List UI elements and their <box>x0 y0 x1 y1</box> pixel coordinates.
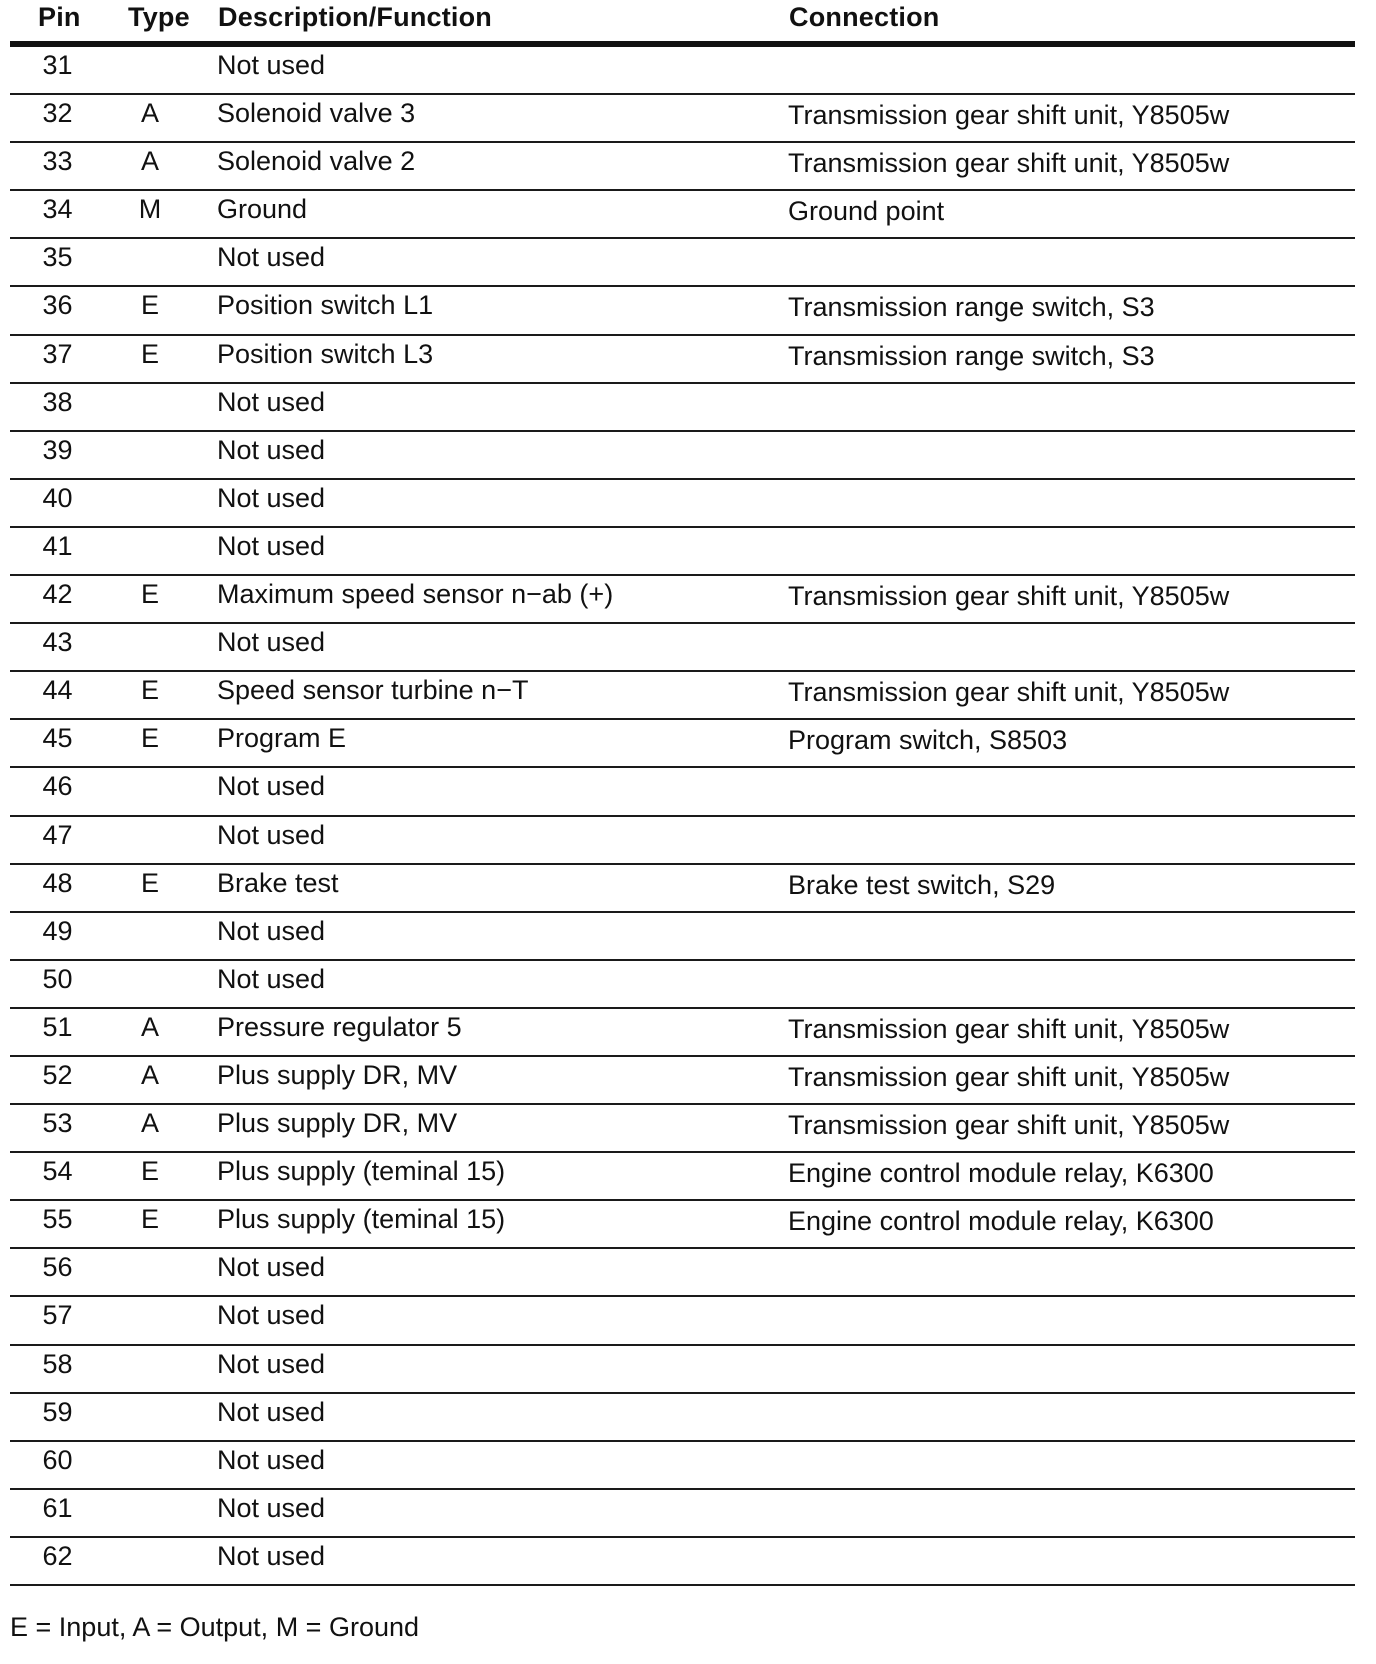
table-row <box>10 480 1355 528</box>
pin-cell: 35 <box>42 242 73 273</box>
description-cell: Not used <box>217 50 326 80</box>
table-row <box>10 672 1355 720</box>
description-cell: Brake test <box>217 867 339 898</box>
description-cell: Not used <box>217 1444 326 1475</box>
description-cell: Plus supply (teminal 15) <box>217 1156 506 1187</box>
type-cell: E <box>140 867 159 898</box>
description-cell: Plus supply DR, MV <box>217 1108 458 1139</box>
table-row <box>10 336 1355 384</box>
description-cell: Not used <box>217 1492 326 1523</box>
type-cell: E <box>140 1204 159 1235</box>
table-row <box>10 865 1355 913</box>
description-cell: Plus supply (teminal 15) <box>217 1204 506 1235</box>
connection-cell: Transmission gear shift unit, Y8505w <box>788 1110 1230 1141</box>
connection-cell: Brake test switch, S29 <box>788 869 1056 900</box>
table-row <box>10 1442 1355 1490</box>
connection-cell: Ground point <box>788 196 945 227</box>
legend-footnote: E = Input, A = Output, M = Ground <box>10 1612 420 1642</box>
type-cell: A <box>140 1059 159 1090</box>
pin-cell: 36 <box>42 290 73 321</box>
type-cell: M <box>138 194 162 225</box>
description-cell: Not used <box>217 1540 326 1571</box>
pin-cell: 59 <box>42 1396 73 1427</box>
pin-cell: 46 <box>42 771 73 802</box>
header-description: Description/Function <box>218 2 492 32</box>
table-row <box>10 1394 1355 1442</box>
pin-cell: 60 <box>42 1444 73 1475</box>
table-row <box>10 624 1355 672</box>
description-cell: Position switch L1 <box>217 290 434 321</box>
description-cell: Solenoid valve 2 <box>217 146 416 177</box>
pin-cell: 51 <box>42 1011 73 1042</box>
pin-cell: 37 <box>42 338 73 369</box>
type-cell: E <box>140 290 159 321</box>
pin-cell: 55 <box>42 1204 73 1235</box>
table-row <box>10 432 1355 480</box>
table-row <box>10 528 1355 576</box>
description-cell: Not used <box>217 434 326 465</box>
table-row <box>10 143 1355 191</box>
type-cell: A <box>140 146 159 177</box>
pin-cell: 54 <box>42 1156 73 1187</box>
description-cell: Plus supply DR, MV <box>217 1059 458 1090</box>
description-cell: Maximum speed sensor n−ab (+) <box>217 579 614 610</box>
pin-cell: 41 <box>42 530 73 561</box>
description-cell: Not used <box>217 530 326 561</box>
pin-cell: 32 <box>42 98 73 129</box>
description-cell: Not used <box>217 1396 326 1427</box>
table-row <box>10 961 1355 1009</box>
table-row <box>10 287 1355 335</box>
table-body <box>10 47 1355 1586</box>
pin-cell: 56 <box>42 1252 73 1283</box>
table-row <box>10 1153 1355 1201</box>
table-row <box>10 1490 1355 1538</box>
table-row <box>10 95 1355 143</box>
description-cell: Solenoid valve 3 <box>217 98 416 129</box>
description-cell: Not used <box>217 819 326 850</box>
connection-cell: Engine control module relay, K6300 <box>788 1158 1214 1189</box>
pin-cell: 53 <box>42 1108 73 1139</box>
table-row <box>10 913 1355 961</box>
description-cell: Program E <box>217 723 347 754</box>
pin-cell: 49 <box>42 915 73 946</box>
pin-cell: 58 <box>42 1348 73 1379</box>
connection-cell: Transmission gear shift unit, Y8505w <box>788 1061 1230 1092</box>
description-cell: Pressure regulator 5 <box>217 1011 462 1042</box>
connection-cell: Transmission gear shift unit, Y8505w <box>788 148 1230 179</box>
type-cell: E <box>140 1156 159 1187</box>
description-cell: Not used <box>217 386 326 417</box>
description-cell: Not used <box>217 482 326 513</box>
header-pin: Pin <box>38 2 81 32</box>
pin-cell: 33 <box>42 146 73 177</box>
table-row <box>10 1057 1355 1105</box>
connection-cell: Transmission range switch, S3 <box>788 292 1155 323</box>
type-cell: E <box>140 723 159 754</box>
table-row <box>10 1297 1355 1345</box>
table-row <box>10 576 1355 624</box>
description-cell: Not used <box>217 915 326 946</box>
description-cell: Not used <box>217 1252 326 1283</box>
table-row <box>10 1538 1355 1586</box>
pin-cell: 52 <box>42 1059 73 1090</box>
pin-cell: 48 <box>42 867 73 898</box>
connection-cell: Transmission gear shift unit, Y8505w <box>788 581 1230 612</box>
type-cell: E <box>140 675 159 706</box>
pin-cell: 39 <box>42 434 73 465</box>
table-row <box>10 1249 1355 1297</box>
table-row <box>10 1105 1355 1153</box>
table-row <box>10 1346 1355 1394</box>
table-row <box>10 239 1355 287</box>
description-cell: Not used <box>217 1300 326 1331</box>
type-cell: E <box>140 338 159 369</box>
description-cell: Not used <box>217 963 326 994</box>
type-cell: E <box>140 579 159 610</box>
pin-cell: 42 <box>42 579 73 610</box>
description-cell: Ground <box>217 194 308 225</box>
table-row <box>10 1201 1355 1249</box>
connection-cell: Transmission gear shift unit, Y8505w <box>788 677 1230 708</box>
pin-cell: 38 <box>42 386 73 417</box>
table-row <box>10 47 1355 95</box>
pin-cell: 31 <box>42 50 73 80</box>
pin-cell: 34 <box>42 194 73 225</box>
table-row <box>10 1009 1355 1057</box>
description-cell: Position switch L3 <box>217 338 434 369</box>
header-connection: Connection <box>789 2 940 32</box>
table-header <box>10 0 1355 40</box>
table-row <box>10 191 1355 239</box>
header-type: Type <box>128 2 190 32</box>
connection-cell: Program switch, S8503 <box>788 725 1068 756</box>
description-cell: Not used <box>217 242 326 273</box>
description-cell: Not used <box>217 771 326 802</box>
table-row <box>10 720 1355 768</box>
description-cell: Not used <box>217 627 326 658</box>
table-row <box>10 817 1355 865</box>
pin-cell: 62 <box>42 1540 73 1571</box>
pin-cell: 44 <box>42 675 73 706</box>
table-row <box>10 768 1355 816</box>
pin-cell: 45 <box>42 723 73 754</box>
pin-cell: 61 <box>42 1492 73 1523</box>
connection-cell: Transmission gear shift unit, Y8505w <box>788 1013 1230 1044</box>
connection-cell: Transmission range switch, S3 <box>788 340 1155 371</box>
pin-cell: 47 <box>42 819 73 850</box>
connection-cell: Engine control module relay, K6300 <box>788 1206 1214 1237</box>
pin-cell: 57 <box>42 1300 73 1331</box>
type-cell: A <box>140 98 159 129</box>
description-cell: Not used <box>217 1348 326 1379</box>
type-cell: A <box>140 1011 159 1042</box>
description-cell: Speed sensor turbine n−T <box>217 675 529 706</box>
connection-cell: Transmission gear shift unit, Y8505w <box>788 100 1230 131</box>
type-cell: A <box>140 1108 159 1139</box>
table-row <box>10 384 1355 432</box>
pin-cell: 50 <box>42 963 73 994</box>
pin-cell: 43 <box>42 627 73 658</box>
pin-cell: 40 <box>42 482 73 513</box>
